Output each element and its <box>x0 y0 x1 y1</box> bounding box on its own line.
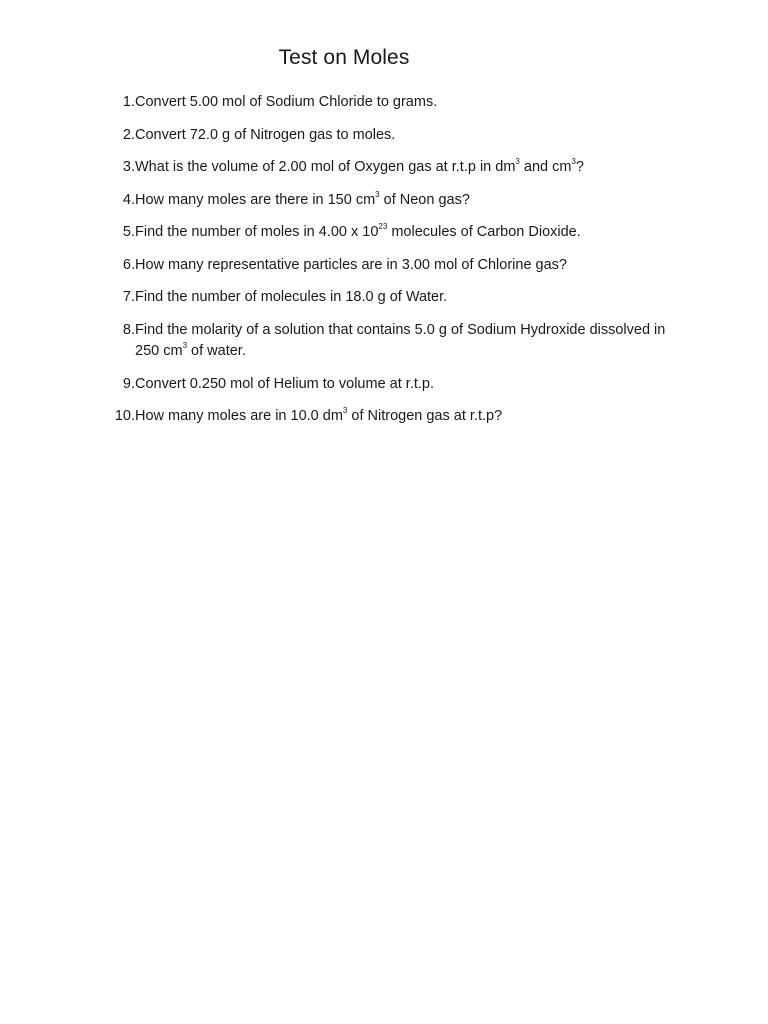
question-text-segment: molecules of Carbon Dioxide. <box>387 224 581 240</box>
question-text <box>135 320 684 363</box>
superscript-exponent: 3 <box>182 341 188 351</box>
question-number <box>104 406 135 428</box>
question-item <box>104 157 684 179</box>
question-number <box>104 255 135 277</box>
superscript-exponent: 3 <box>342 406 348 416</box>
question-text-segment: Convert 5.00 mol of Sodium Chloride to grams. <box>135 94 438 110</box>
question-text <box>135 406 684 428</box>
question-number <box>104 157 135 179</box>
question-item <box>104 320 684 363</box>
question-number <box>104 320 135 342</box>
question-text <box>135 157 684 179</box>
question-text <box>135 222 684 244</box>
question-item <box>104 125 684 147</box>
superscript-exponent: 3 <box>571 157 576 167</box>
question-text-segment: How many moles are in 10.0 dm <box>135 408 343 424</box>
question-number <box>104 287 135 309</box>
question-number <box>104 125 135 147</box>
question-text-segment: of water. <box>187 343 246 359</box>
question-item <box>104 92 684 114</box>
question-number-text: 9. <box>122 375 135 392</box>
question-text <box>135 125 684 147</box>
question-text-segment: Find the number of moles in 4.00 x 10 <box>135 224 379 240</box>
question-number-text: 10. <box>114 408 135 424</box>
question-number-text: 2. <box>122 126 135 143</box>
page-title: Test on Moles <box>278 46 410 69</box>
question-item <box>104 287 684 309</box>
question-number <box>104 222 135 244</box>
question-text-segment: Convert 0.250 mol of Helium to volume at r.t.p. <box>135 375 434 392</box>
question-item <box>104 190 684 212</box>
question-text-segment: How many representative particles are in 3.00 mol of Chlorine gas? <box>135 256 567 273</box>
superscript-exponent: 3 <box>375 189 380 199</box>
question-text <box>135 190 684 212</box>
superscript-exponent: 3 <box>515 157 520 167</box>
question-number <box>104 190 135 212</box>
question-text <box>135 92 684 114</box>
superscript-exponent: 23 <box>378 222 388 232</box>
question-list <box>104 92 684 439</box>
question-item <box>104 255 684 277</box>
question-text-segment: Find the number of molecules in 18.0 g of Water. <box>135 289 448 305</box>
question-text-segment: of Nitrogen gas at r.t.p? <box>347 408 503 424</box>
question-text <box>135 255 684 277</box>
question-text-segment: and cm <box>519 159 572 175</box>
question-item <box>104 374 684 396</box>
question-number-text: 4. <box>122 191 135 208</box>
question-number-text: 1. <box>122 94 135 110</box>
question-text-segment: Convert 72.0 g of Nitrogen gas to moles. <box>135 126 396 143</box>
question-text-segment: of Neon gas? <box>379 191 470 208</box>
question-number <box>104 92 135 114</box>
question-item <box>104 406 684 428</box>
question-text <box>135 287 684 309</box>
question-number-text: 3. <box>122 159 135 175</box>
question-number <box>104 374 135 396</box>
question-number-text: 7. <box>122 289 135 305</box>
question-number-text: 8. <box>122 321 135 338</box>
question-number-text: 5. <box>122 224 135 240</box>
question-number-text: 6. <box>122 256 135 273</box>
question-item <box>104 222 684 244</box>
question-text-segment: How many moles are there in 150 cm <box>135 191 376 208</box>
question-text-segment: Find the molarity of a solution that contains 5.0 g of Sodium Hydroxide dissolved in 250 cm <box>135 321 666 359</box>
question-text-segment: ? <box>575 159 584 175</box>
question-text-segment: What is the volume of 2.00 mol of Oxygen gas at r.t.p in dm <box>135 159 516 175</box>
question-text <box>135 374 684 396</box>
